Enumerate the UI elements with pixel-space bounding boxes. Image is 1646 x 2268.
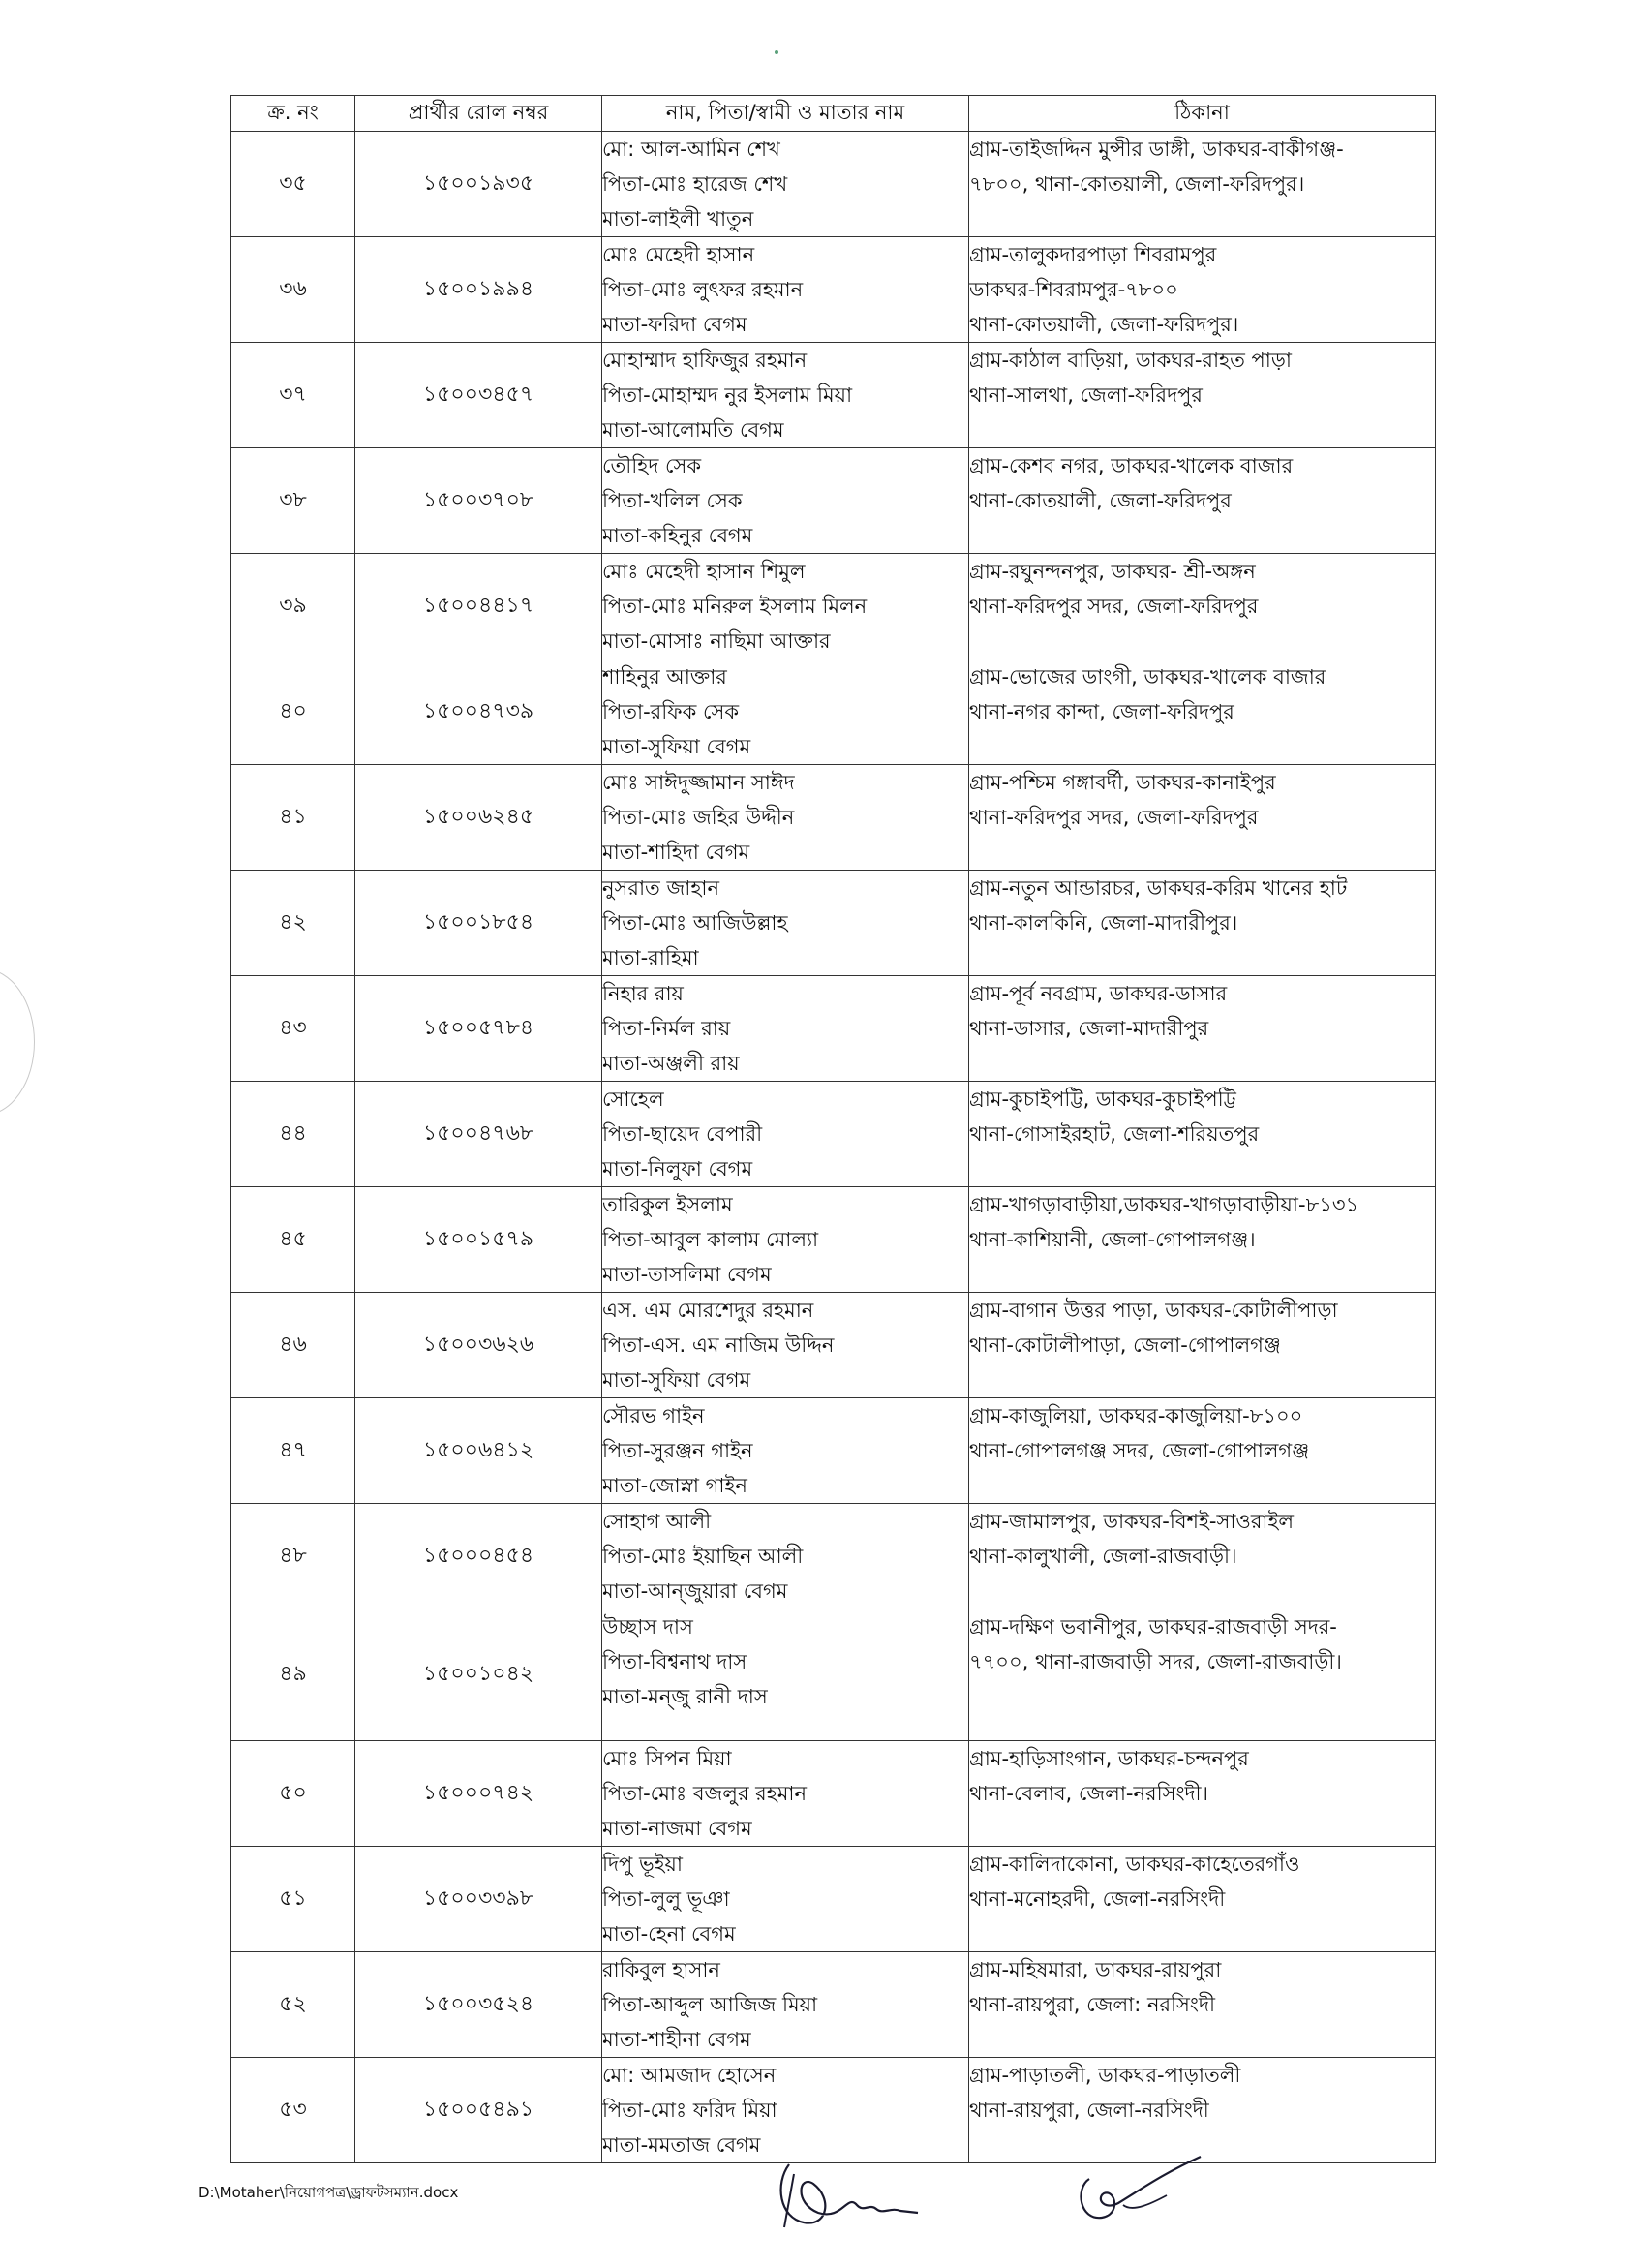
address-line: থানা-সালথা, জেলা-ফরিদপুর — [969, 383, 1203, 407]
address-line: থানা-কালকিনি, জেলা-মাদারীপুর। — [969, 911, 1238, 935]
name-cell — [602, 1609, 969, 1741]
address-line: থানা-ডাসার, জেলা-মাদারীপুর — [969, 1017, 1209, 1040]
table-body — [231, 132, 1436, 2163]
address-line: থানা-ফরিদপুর সদর, জেলা-ফরিদপুর — [969, 595, 1259, 618]
table-row — [231, 132, 1436, 237]
address-line: গ্রাম-কাজুলিয়া, ডাকঘর-কাজুলিয়া-৮১০০ — [969, 1404, 1303, 1427]
candidate-name: মোঃ মেহেদী হাসান শিমুল — [602, 560, 806, 583]
table-row — [231, 1504, 1436, 1609]
address-line: গ্রাম-পাড়াতলী, ডাকঘর-পাড়াতলী — [969, 2064, 1241, 2087]
serial-cell: ৩৬ — [231, 237, 355, 343]
name-cell — [602, 659, 969, 765]
mother-name: মাতা-নাজমা বেগম — [602, 1817, 752, 1840]
serial-cell: ৩৯ — [231, 554, 355, 659]
address-line: গ্রাম-কাঠাল বাড়িয়া, ডাকঘর-রাহত পাড়া — [969, 349, 1292, 372]
table-header-row — [231, 96, 1436, 132]
table-row — [231, 659, 1436, 765]
name-cell — [602, 1082, 969, 1187]
roll-cell: ১৫০০৬৪১২ — [355, 1398, 602, 1504]
father-name: পিতা-মোঃ হারেজ শেখ — [602, 172, 788, 196]
mother-name: মাতা-মমতাজ বেগম — [602, 2133, 761, 2157]
candidate-name: মোঃ সিপন মিয়া — [602, 1747, 732, 1770]
roll-cell: ১৫০০০৪৫৪ — [355, 1504, 602, 1609]
mother-name: মাতা-আন্জুয়ারা বেগম — [602, 1579, 788, 1603]
signature-left — [755, 2145, 930, 2237]
table-row — [231, 871, 1436, 976]
serial-cell: ৪১ — [231, 765, 355, 871]
serial-cell: ৪৭ — [231, 1398, 355, 1504]
address-line: থানা-রায়পুরা, জেলা-নরসিংদী — [969, 2099, 1209, 2122]
address-line: থানা-গোসাইরহাট, জেলা-শরিয়তপুর — [969, 1122, 1260, 1146]
roll-cell: ১৫০০০৭৪২ — [355, 1741, 602, 1847]
father-name: পিতা-মোঃ আজিউল্লাহ — [602, 911, 788, 935]
address-line: থানা-ফরিদপুর সদর, জেলা-ফরিদপুর — [969, 806, 1259, 829]
serial-cell: ৩৮ — [231, 448, 355, 554]
father-name: পিতা-মোঃ বজলুর রহমান — [602, 1782, 808, 1805]
name-cell — [602, 1293, 969, 1398]
father-name: পিতা-এস. এম নাজিম উদ্দিন — [602, 1333, 835, 1357]
address-cell — [969, 1952, 1436, 2058]
address-cell — [969, 237, 1436, 343]
address-line: গ্রাম-মহিষমারা, ডাকঘর-রায়পুরা — [969, 1958, 1222, 1981]
name-cell — [602, 554, 969, 659]
roll-cell: ১৫০০৩৫২৪ — [355, 1952, 602, 2058]
address-line: গ্রাম-ভোজের ডাংগী, ডাকঘর-খালেক বাজার — [969, 665, 1326, 689]
candidate-name: উচ্ছাস দাস — [602, 1615, 693, 1639]
address-line: থানা-কোতয়ালী, জেলা-ফরিদপুর — [969, 489, 1232, 512]
header-name: নাম, পিতা/স্বামী ও মাতার নাম — [602, 96, 969, 132]
table-row — [231, 554, 1436, 659]
address-line: গ্রাম-দক্ষিণ ভবানীপুর, ডাকঘর-রাজবাড়ী সদর- — [969, 1615, 1337, 1639]
address-cell — [969, 448, 1436, 554]
name-cell — [602, 1952, 969, 2058]
address-line: গ্রাম-বাগান উত্তর পাড়া, ডাকঘর-কোটালীপাড়া — [969, 1299, 1338, 1322]
name-cell — [602, 237, 969, 343]
address-line: গ্রাম-হাড়িসাংগান, ডাকঘর-চন্দনপুর — [969, 1747, 1249, 1770]
serial-cell: ৩৭ — [231, 343, 355, 448]
punch-hole-mark — [0, 968, 35, 1116]
serial-cell: ৫৩ — [231, 2058, 355, 2163]
address-cell — [969, 1187, 1436, 1293]
address-line: গ্রাম-রঘুনন্দনপুর, ডাকঘর- শ্রী-অঙ্গন — [969, 560, 1256, 583]
table-row — [231, 976, 1436, 1082]
mother-name: মাতা-সুফিয়া বেগম — [602, 1368, 751, 1392]
table-row — [231, 1741, 1436, 1847]
mother-name: মাতা-রাহিমা — [602, 946, 699, 969]
table-row — [231, 765, 1436, 871]
mother-name: মাতা-কহিনুর বেগম — [602, 524, 753, 547]
address-cell — [969, 1847, 1436, 1952]
candidate-name: সৌরভ গাইন — [602, 1404, 705, 1427]
signature-right — [1065, 2145, 1220, 2237]
roll-cell: ১৫০০১৫৭৯ — [355, 1187, 602, 1293]
father-name: পিতা-আবুল কালাম মোল্যা — [602, 1228, 819, 1251]
name-cell — [602, 1504, 969, 1609]
address-line: গ্রাম-নতুন আন্ডারচর, ডাকঘর-করিম খানের হাট — [969, 876, 1348, 900]
father-name: পিতা-বিশ্বনাথ দাস — [602, 1650, 747, 1673]
mother-name: মাতা-ফরিদা বেগম — [602, 313, 747, 336]
mother-name: মাতা-মোসাঃ নাছিমা আক্তার — [602, 629, 831, 653]
address-line: গ্রাম-কেশব নগর, ডাকঘর-খালেক বাজার — [969, 454, 1294, 477]
father-name: পিতা-ছায়েদ বেপারী — [602, 1122, 763, 1146]
address-line: গ্রাম-পূর্ব নবগ্রাম, ডাকঘর-ডাসার — [969, 982, 1228, 1005]
roll-cell: ১৫০০১০৪২ — [355, 1609, 602, 1741]
address-line: গ্রাম-পশ্চিম গঙ্গাবর্দী, ডাকঘর-কানাইপুর — [969, 771, 1276, 794]
address-line: ডাকঘর-শিবরামপুর-৭৮০০ — [969, 278, 1178, 301]
name-cell — [602, 871, 969, 976]
candidate-name: সোহাগ আলী — [602, 1510, 712, 1533]
address-line: থানা-গোপালগঞ্জ সদর, জেলা-গোপালগঞ্জ — [969, 1439, 1310, 1462]
address-line: গ্রাম-কালিদাকোনা, ডাকঘর-কাহেতেরগাঁও — [969, 1853, 1300, 1876]
address-cell — [969, 976, 1436, 1082]
candidate-table — [230, 95, 1436, 2163]
serial-cell: ৪৪ — [231, 1082, 355, 1187]
roll-cell: ১৫০০৪৪১৭ — [355, 554, 602, 659]
father-name: পিতা-সুরঞ্জন গাইন — [602, 1439, 753, 1462]
address-cell — [969, 1082, 1436, 1187]
serial-cell: ৫২ — [231, 1952, 355, 2058]
mother-name: মাতা-আলোমতি বেগম — [602, 418, 784, 442]
table-row — [231, 448, 1436, 554]
candidate-name: দিপু ভূইয়া — [602, 1853, 684, 1876]
candidate-name: তারিকুল ইসলাম — [602, 1193, 733, 1216]
table-row — [231, 1609, 1436, 1741]
address-cell — [969, 1504, 1436, 1609]
roll-cell: ১৫০০৩৩৯৮ — [355, 1847, 602, 1952]
table-row — [231, 1082, 1436, 1187]
address-line: গ্রাম-খাগড়াবাড়ীয়া,ডাকঘর-খাগড়াবাড়ীয়া-৮১৩১ — [969, 1193, 1359, 1216]
name-cell — [602, 448, 969, 554]
father-name: পিতা-মোঃ ইয়াছিন আলী — [602, 1545, 804, 1568]
father-name: পিতা-আব্দুল আজিজ মিয়া — [602, 1993, 818, 2016]
candidate-name: এস. এম মোরশেদুর রহমান — [602, 1299, 814, 1322]
mother-name: মাতা-শাহিদা বেগম — [602, 841, 750, 864]
serial-cell: ৪৯ — [231, 1609, 355, 1741]
mother-name: মাতা-মন্জু রানী দাস — [602, 1685, 768, 1708]
address-line: থানা-কোটালীপাড়া, জেলা-গোপালগঞ্জ — [969, 1333, 1281, 1357]
name-cell — [602, 1398, 969, 1504]
candidate-name: রাকিবুল হাসান — [602, 1958, 720, 1981]
candidate-name: শাহিনুর আক্তার — [602, 665, 727, 689]
address-cell — [969, 554, 1436, 659]
address-line: ৭৮০০, থানা-কোতয়ালী, জেলা-ফরিদপুর। — [969, 172, 1305, 196]
roll-cell: ১৫০০৪৭৩৯ — [355, 659, 602, 765]
candidate-name: নিহার রায় — [602, 982, 684, 1005]
table-row — [231, 1398, 1436, 1504]
address-line: থানা-নগর কান্দা, জেলা-ফরিদপুর — [969, 700, 1234, 723]
serial-cell: ৪৫ — [231, 1187, 355, 1293]
serial-cell: ৪০ — [231, 659, 355, 765]
serial-cell: ৫০ — [231, 1741, 355, 1847]
mother-name: মাতা-নিলুফা বেগম — [602, 1157, 753, 1180]
serial-cell: ৩৫ — [231, 132, 355, 237]
address-line: থানা-কাশিয়ানী, জেলা-গোপালগঞ্জ। — [969, 1228, 1256, 1251]
candidate-name: মোহাম্মাদ হাফিজুর রহমান — [602, 349, 808, 372]
table-row — [231, 1293, 1436, 1398]
address-cell — [969, 343, 1436, 448]
mother-name: মাতা-সুফিয়া বেগম — [602, 735, 751, 758]
father-name: পিতা-মোঃ মনিরুল ইসলাম মিলন — [602, 595, 868, 618]
candidate-name: তৌহিদ সেক — [602, 454, 702, 477]
name-cell — [602, 765, 969, 871]
address-cell — [969, 1398, 1436, 1504]
father-name: পিতা-খলিল সেক — [602, 489, 743, 512]
roll-cell: ১৫০০৫৪৯১ — [355, 2058, 602, 2163]
table-row — [231, 237, 1436, 343]
address-cell — [969, 765, 1436, 871]
serial-cell: ৪২ — [231, 871, 355, 976]
address-line: গ্রাম-জামালপুর, ডাকঘর-বিশই-সাওরাইল — [969, 1510, 1295, 1533]
name-cell — [602, 976, 969, 1082]
name-cell — [602, 1847, 969, 1952]
mother-name: মাতা-শাহীনা বেগম — [602, 2028, 751, 2051]
father-name: পিতা-মোহাম্মদ নুর ইসলাম মিয়া — [602, 383, 853, 407]
table-row — [231, 1187, 1436, 1293]
header-roll: প্রার্থীর রোল নম্বর — [355, 96, 602, 132]
roll-cell: ১৫০০১৯৩৫ — [355, 132, 602, 237]
father-name: পিতা-মোঃ জহির উদ্দীন — [602, 806, 795, 829]
scan-speck — [775, 50, 778, 54]
name-cell — [602, 132, 969, 237]
address-line: থানা-কোতয়ালী, জেলা-ফরিদপুর। — [969, 313, 1239, 336]
candidate-name: মো: আল-আমিন শেখ — [602, 138, 780, 161]
mother-name: মাতা-অঞ্জলী রায় — [602, 1052, 740, 1075]
name-cell — [602, 343, 969, 448]
candidate-name: মোঃ সাঈদুজ্জামান সাঈদ — [602, 771, 795, 794]
table-row — [231, 1952, 1436, 2058]
mother-name: মাতা-হেনা বেগম — [602, 1922, 736, 1946]
name-cell — [602, 1741, 969, 1847]
address-line: ৭৭০০, থানা-রাজবাড়ী সদর, জেলা-রাজবাড়ী। — [969, 1650, 1342, 1673]
address-cell — [969, 132, 1436, 237]
header-address: ঠিকানা — [969, 96, 1436, 132]
address-cell — [969, 1609, 1436, 1741]
address-line: গ্রাম-তালুকদারপাড়া শিবরামপুর — [969, 243, 1217, 266]
file-path: D:\Motaher\নিয়োগপত্র\ড্রাফটসম্যান.docx — [198, 2184, 459, 2201]
roll-cell: ১৫০০১৮৫৪ — [355, 871, 602, 976]
mother-name: মাতা-লাইলী খাতুন — [602, 207, 754, 230]
address-line: থানা-বেলাব, জেলা-নরসিংদী। — [969, 1782, 1209, 1805]
serial-cell: ৪৮ — [231, 1504, 355, 1609]
address-cell — [969, 1741, 1436, 1847]
serial-cell: ৪৩ — [231, 976, 355, 1082]
address-cell — [969, 1293, 1436, 1398]
father-name: পিতা-রফিক সেক — [602, 700, 740, 723]
serial-cell: ৪৬ — [231, 1293, 355, 1398]
mother-name: মাতা-জোস্না গাইন — [602, 1474, 747, 1497]
table-row — [231, 1847, 1436, 1952]
address-line: থানা-মনোহরদী, জেলা-নরসিংদী — [969, 1887, 1226, 1911]
father-name: পিতা-লুলু ভূঞা — [602, 1887, 730, 1911]
address-line: গ্রাম-কুচাইপট্টি, ডাকঘর-কুচাইপট্টি — [969, 1088, 1236, 1111]
mother-name: মাতা-তাসলিমা বেগম — [602, 1263, 772, 1286]
address-cell — [969, 871, 1436, 976]
address-line: থানা-কালুখালী, জেলা-রাজবাড়ী। — [969, 1545, 1237, 1568]
candidate-name: নুসরাত জাহান — [602, 876, 720, 900]
address-cell — [969, 659, 1436, 765]
name-cell — [602, 1187, 969, 1293]
address-line: থানা-রায়পুরা, জেলা: নরসিংদী — [969, 1993, 1215, 2016]
candidate-name: মোঃ মেহেদী হাসান — [602, 243, 755, 266]
candidate-name: মো: আমজাদ হোসেন — [602, 2064, 777, 2087]
father-name: পিতা-নির্মল রায় — [602, 1017, 731, 1040]
father-name: পিতা-মোঃ লুৎফর রহমান — [602, 278, 804, 301]
father-name: পিতা-মোঃ ফরিদ মিয়া — [602, 2099, 777, 2122]
table-row — [231, 343, 1436, 448]
roll-cell: ১৫০০৫৭৮৪ — [355, 976, 602, 1082]
roll-cell: ১৫০০৩৬২৬ — [355, 1293, 602, 1398]
address-line: গ্রাম-তাইজদ্দিন মুন্সীর ডাঙ্গী, ডাকঘর-বাকীগঞ্জ- — [969, 138, 1344, 161]
roll-cell: ১৫০০১৯৯৪ — [355, 237, 602, 343]
header-serial: ক্র. নং — [231, 96, 355, 132]
serial-cell: ৫১ — [231, 1847, 355, 1952]
roll-cell: ১৫০০৩৭০৮ — [355, 448, 602, 554]
roll-cell: ১৫০০৩৪৫৭ — [355, 343, 602, 448]
roll-cell: ১৫০০৬২৪৫ — [355, 765, 602, 871]
candidate-name: সোহেল — [602, 1088, 664, 1111]
roll-cell: ১৫০০৪৭৬৮ — [355, 1082, 602, 1187]
